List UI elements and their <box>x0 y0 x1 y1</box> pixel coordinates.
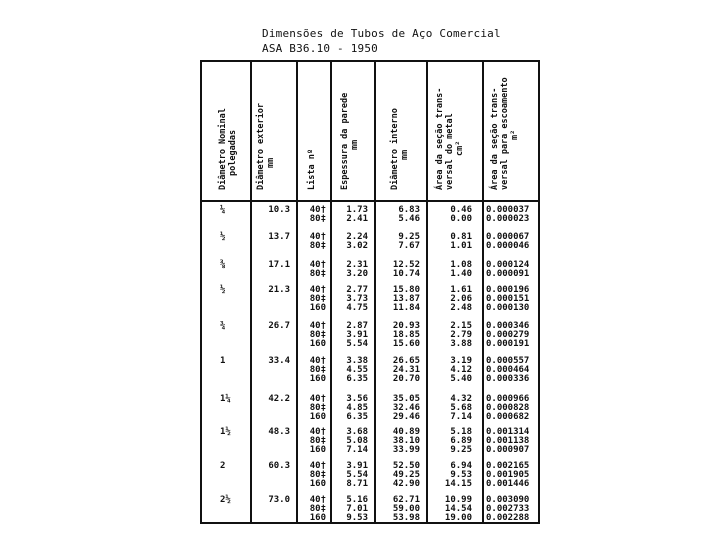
cell-schedule: 40† 80‡ 160 <box>309 321 326 349</box>
cell-internal-diameter: 62.71 59.00 53.98 <box>392 495 420 523</box>
cell-nominal: ¼ <box>220 205 226 215</box>
cell-internal-diameter: 20.93 18.85 15.60 <box>392 321 420 349</box>
cell-metal-area: 6.94 9.53 14.15 <box>444 461 472 489</box>
cell-nominal: 1 <box>220 356 226 366</box>
cell-schedule: 40† 80‡ <box>309 205 326 224</box>
header-exterior-diameter: Diâmetro exterior mm <box>256 103 276 190</box>
cell-nominal: ½ <box>220 232 226 242</box>
cell-metal-area: 0.81 1.01 <box>450 232 472 251</box>
cell-schedule: 40† 80‡ 160 <box>309 427 326 455</box>
pipe-dimensions-table <box>200 60 540 524</box>
cell-exterior: 60.3 <box>268 461 290 471</box>
cell-metal-area: 4.32 5.68 7.14 <box>450 394 472 422</box>
cell-internal-diameter: 52.50 49.25 42.90 <box>392 461 420 489</box>
cell-nominal: 1½ <box>220 427 231 437</box>
cell-wall-thickness: 5.16 7.01 9.53 <box>346 495 368 523</box>
cell-wall-thickness: 3.38 4.55 6.35 <box>346 356 368 384</box>
cell-exterior: 17.1 <box>268 260 290 270</box>
cell-flow-area: 0.000037 0.000023 <box>486 205 530 224</box>
cell-flow-area: 0.000346 0.000279 0.000191 <box>486 321 530 349</box>
cell-flow-area: 0.000124 0.000091 <box>486 260 530 279</box>
cell-wall-thickness: 3.56 4.85 6.35 <box>346 394 368 422</box>
cell-schedule: 40† 80‡ <box>309 232 326 251</box>
cell-schedule: 40† 80‡ 160 <box>309 285 326 313</box>
cell-nominal: ¾ <box>220 321 226 331</box>
header-wall-thickness: Espessura da parede mm <box>340 92 360 190</box>
cell-internal-diameter: 12.52 10.74 <box>392 260 420 279</box>
cell-flow-area: 0.000067 0.000046 <box>486 232 530 251</box>
cell-exterior: 42.2 <box>268 394 290 404</box>
header-internal-diameter: Diâmetro interno mm <box>390 108 410 190</box>
cell-metal-area: 3.19 4.12 5.40 <box>450 356 472 384</box>
header-divider <box>202 200 538 202</box>
cell-flow-area: 0.000966 0.000828 0.000682 <box>486 394 530 422</box>
cell-wall-thickness: 3.91 5.54 8.71 <box>346 461 368 489</box>
cell-wall-thickness: 2.24 3.02 <box>346 232 368 251</box>
cell-metal-area: 0.46 0.00 <box>450 205 472 224</box>
cell-exterior: 10.3 <box>268 205 290 215</box>
cell-internal-diameter: 40.89 38.10 33.99 <box>392 427 420 455</box>
cell-exterior: 48.3 <box>268 427 290 437</box>
cell-metal-area: 5.18 6.89 9.25 <box>450 427 472 455</box>
cell-exterior: 21.3 <box>268 285 290 295</box>
cell-internal-diameter: 26.65 24.31 20.70 <box>392 356 420 384</box>
column-divider <box>374 62 376 522</box>
cell-exterior: 33.4 <box>268 356 290 366</box>
cell-exterior: 26.7 <box>268 321 290 331</box>
table-standard: ASA B36.10 - 1950 <box>262 42 378 55</box>
cell-schedule: 40† 80‡ 160 <box>309 461 326 489</box>
cell-internal-diameter: 35.05 32.46 29.46 <box>392 394 420 422</box>
column-divider <box>426 62 428 522</box>
cell-flow-area: 0.001314 0.001138 0.000907 <box>486 427 530 455</box>
header-metal-area: Área da seção trans- versal do metal cm² <box>435 87 465 190</box>
cell-internal-diameter: 6.83 5.46 <box>398 205 420 224</box>
cell-wall-thickness: 3.68 5.08 7.14 <box>346 427 368 455</box>
header-flow-area: Área da seção trans- versal para escoamento m² <box>490 77 520 190</box>
cell-internal-diameter: 15.80 13.87 11.84 <box>392 285 420 313</box>
cell-flow-area: 0.000557 0.000464 0.000336 <box>486 356 530 384</box>
header-schedule-number: Lista nº <box>307 149 317 190</box>
cell-schedule: 40† 80‡ 160 <box>309 356 326 384</box>
header-nominal-diameter: Diâmetro Nominal polegadas <box>218 108 238 190</box>
column-divider <box>482 62 484 522</box>
cell-metal-area: 1.61 2.06 2.48 <box>450 285 472 313</box>
cell-wall-thickness: 1.73 2.41 <box>346 205 368 224</box>
cell-nominal: 2½ <box>220 495 231 505</box>
cell-metal-area: 10.99 14.54 19.00 <box>444 495 472 523</box>
cell-nominal: ½ <box>220 285 226 295</box>
cell-nominal: 1¼ <box>220 394 231 404</box>
cell-wall-thickness: 2.87 3.91 5.54 <box>346 321 368 349</box>
cell-metal-area: 1.08 1.40 <box>450 260 472 279</box>
cell-schedule: 40† 80‡ 160 <box>309 495 326 523</box>
cell-wall-thickness: 2.31 3.20 <box>346 260 368 279</box>
cell-wall-thickness: 2.77 3.73 4.75 <box>346 285 368 313</box>
table-title: Dimensões de Tubos de Aço Comercial <box>262 27 501 40</box>
cell-schedule: 40† 80‡ <box>309 260 326 279</box>
cell-nominal: ⅜ <box>220 260 226 270</box>
cell-nominal: 2 <box>220 461 226 471</box>
cell-exterior: 73.0 <box>268 495 290 505</box>
cell-flow-area: 0.000196 0.000151 0.000130 <box>486 285 530 313</box>
cell-flow-area: 0.002165 0.001905 0.001446 <box>486 461 530 489</box>
column-divider <box>250 62 252 522</box>
cell-flow-area: 0.003090 0.002733 0.002288 <box>486 495 530 523</box>
cell-exterior: 13.7 <box>268 232 290 242</box>
column-divider <box>330 62 332 522</box>
cell-internal-diameter: 9.25 7.67 <box>398 232 420 251</box>
cell-schedule: 40† 80‡ 160 <box>309 394 326 422</box>
cell-metal-area: 2.15 2.79 3.88 <box>450 321 472 349</box>
